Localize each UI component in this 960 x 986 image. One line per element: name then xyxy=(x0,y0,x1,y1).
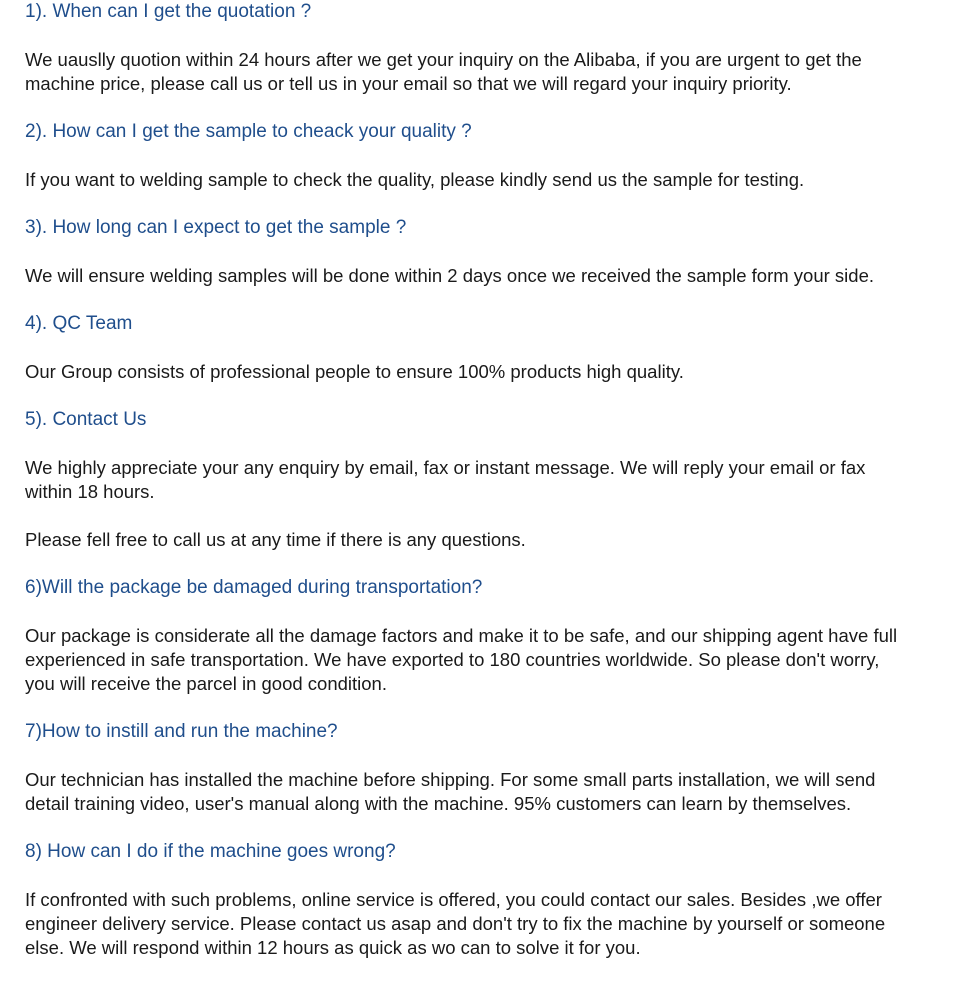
faq-answer xyxy=(25,264,925,288)
spacer xyxy=(25,144,925,168)
spacer xyxy=(25,24,925,48)
spacer xyxy=(25,816,925,840)
faq-answer xyxy=(25,624,925,696)
faq-question: 7)How to instill and run the machine? xyxy=(25,721,338,742)
faq-answer-line: Our package is considerate all the damage factors and make it to be safe, and our shipping agent have full xyxy=(25,625,898,646)
spacer xyxy=(25,552,925,576)
faq-answer-line: you will receive the parcel in good condition. xyxy=(25,673,387,694)
faq-answer xyxy=(25,528,925,552)
spacer xyxy=(25,696,925,720)
faq-question: 5). Contact Us xyxy=(25,409,147,430)
faq-answer xyxy=(25,360,925,384)
spacer xyxy=(25,240,925,264)
faq-answer xyxy=(25,48,925,96)
faq-question: 4). QC Team xyxy=(25,313,133,334)
spacer xyxy=(25,744,925,768)
faq-question: 3). How long can I expect to get the sample ? xyxy=(25,217,407,238)
faq-question: 1). When can I get the quotation ? xyxy=(25,1,312,22)
faq-answer-line: detail training video, user's manual along with the machine. 95% customers can learn by themselves. xyxy=(25,793,852,814)
faq-question: 2). How can I get the sample to cheack your quality ? xyxy=(25,121,472,142)
spacer xyxy=(25,432,925,456)
faq-list xyxy=(25,0,925,984)
faq-answer xyxy=(25,768,925,816)
faq-answer xyxy=(25,888,925,960)
spacer xyxy=(25,336,925,360)
spacer xyxy=(25,96,925,120)
spacer xyxy=(25,600,925,624)
faq-question: 6)Will the package be damaged during transportation? xyxy=(25,577,483,598)
spacer xyxy=(25,864,925,888)
faq-answer-line: engineer delivery service. Please contact us asap and don't try to fix the machine by yourself or someone xyxy=(25,913,886,934)
faq-answer-line: We will ensure welding samples will be done within 2 days once we received the sample form your side. xyxy=(25,265,875,286)
spacer xyxy=(25,960,925,984)
spacer xyxy=(25,384,925,408)
faq-answer xyxy=(25,168,925,192)
faq-question: 8) How can I do if the machine goes wrong? xyxy=(25,841,396,862)
faq-answer-line: Our Group consists of professional people to ensure 100% products high quality. xyxy=(25,361,684,382)
faq-answer-line: machine price, please call us or tell us in your email so that we will regard your inquiry priority. xyxy=(25,73,792,94)
spacer xyxy=(25,504,925,528)
faq-answer xyxy=(25,456,925,504)
faq-answer-line: Please fell free to call us at any time if there is any questions. xyxy=(25,529,526,550)
faq-answer-line: else. We will respond within 12 hours as quick as wo can to solve it for you. xyxy=(25,937,641,958)
faq-answer-line: We highly appreciate your any enquiry by email, fax or instant message. We will reply your email or fax xyxy=(25,457,866,478)
spacer xyxy=(25,288,925,312)
faq-answer-line: Our technician has installed the machine before shipping. For some small parts installation, we will send xyxy=(25,769,876,790)
spacer xyxy=(25,192,925,216)
faq-answer-line: If you want to welding sample to check the quality, please kindly send us the sample for testing. xyxy=(25,169,805,190)
faq-answer-line: experienced in safe transportation. We have exported to 180 countries worldwide. So please don't worry, xyxy=(25,649,880,670)
faq-answer-line: We uauslly quotion within 24 hours after we get your inquiry on the Alibaba, if you are urgent to get the xyxy=(25,49,862,70)
faq-answer-line: within 18 hours. xyxy=(25,481,155,502)
faq-answer-line: If confronted with such problems, online service is offered, you could contact our sales. Besides ,we offer xyxy=(25,889,882,910)
